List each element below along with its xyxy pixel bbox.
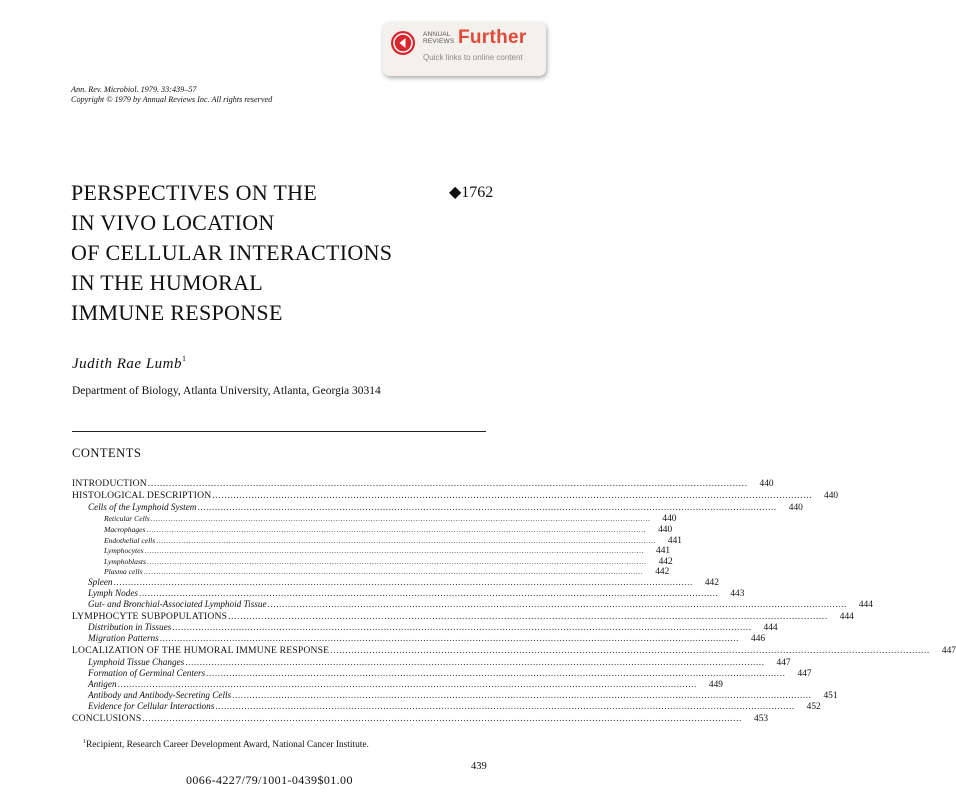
- toc-entry[interactable]: [72, 567, 670, 577]
- toc-entry-label: LYMPHOCYTE SUBPOPULATIONS: [72, 611, 228, 622]
- author-name-text: Judith Rae Lumb: [72, 356, 182, 372]
- toc-entry[interactable]: [72, 546, 671, 556]
- toc-entry[interactable]: [72, 713, 769, 724]
- toc-dot-leader: ........................................................................................................................................................................................................: [330, 645, 930, 656]
- toc-entry-label: Lymph Nodes: [88, 588, 139, 598]
- toc-entry-label: INTRODUCTION: [72, 478, 147, 489]
- toc-dot-leader: ........................................................................................................................................................................................................: [232, 690, 812, 700]
- toc-entry[interactable]: [72, 611, 854, 622]
- toc-entry-page: 451: [823, 691, 838, 701]
- toc-entry-page: 440: [658, 525, 673, 535]
- badge-publisher-name: [423, 31, 454, 45]
- toc-entry-page: 444: [763, 623, 778, 633]
- toc-entry-page: 449: [708, 680, 723, 690]
- toc-dot-leader: ........................................................................................................................................................................................................: [150, 514, 651, 523]
- toc-entry-page: 447: [797, 669, 812, 679]
- toc-entry-label: Spleen: [88, 577, 113, 587]
- toc-entry-label: Cells of the Lymphoid System: [88, 502, 197, 512]
- toc-dot-leader: ........................................................................................................................................................................................................: [228, 611, 828, 622]
- toc-entry-label: LOCALIZATION OF THE HUMORAL IMMUNE RESPONSE: [72, 645, 330, 656]
- toc-entry[interactable]: [72, 490, 839, 501]
- page-number: 439: [471, 761, 487, 772]
- toc-entry-page: 452: [806, 702, 821, 712]
- toc-dot-leader: ........................................................................................................................................................................................................: [212, 490, 813, 501]
- toc-entry-page: 440: [824, 491, 839, 501]
- toc-entry-label: Macrophages: [104, 525, 146, 534]
- title-line: PERSPECTIVES ON THE: [71, 180, 318, 205]
- toc-entry-label: Gut- and Bronchial-Associated Lymphoid Tissue: [88, 599, 267, 609]
- toc-entry[interactable]: [72, 514, 677, 524]
- badge-reviews-text: REVIEWS: [423, 38, 455, 45]
- toc-dot-leader: ........................................................................................................................................................................................................: [139, 588, 719, 598]
- author-affiliation: Department of Biology, Atlanta University, Atlanta, Georgia 30314: [72, 385, 381, 397]
- toc-entry-label: Lymphocytes: [104, 546, 144, 555]
- toc-entry-label: HISTOLOGICAL DESCRIPTION: [72, 490, 212, 501]
- toc-entry[interactable]: [72, 599, 873, 610]
- toc-entry-page: 441: [667, 536, 682, 546]
- toc-entry[interactable]: [72, 557, 673, 567]
- toc-entry[interactable]: [72, 588, 745, 599]
- toc-dot-leader: ........................................................................................................................................................................................................: [215, 701, 795, 711]
- badge-annual-text: ANNUAL: [423, 31, 451, 38]
- toc-entry-page: 446: [751, 634, 766, 644]
- toc-dot-leader: ........................................................................................................................................................................................................: [267, 599, 847, 609]
- footnote-mark: 1: [83, 739, 86, 745]
- toc-dot-leader: ........................................................................................................................................................................................................: [197, 502, 777, 512]
- toc-entry[interactable]: [72, 622, 778, 633]
- toc-entry[interactable]: [72, 645, 956, 656]
- toc-entry-label: Formation of Germinal Centers: [88, 668, 206, 678]
- section-divider: [72, 431, 486, 432]
- toc-entry[interactable]: [72, 657, 791, 668]
- toc-entry-label: Plasma cells: [104, 567, 143, 576]
- toc-dot-leader: ........................................................................................................................................................................................................: [159, 633, 740, 643]
- toc-dot-leader: ........................................................................................................................................................................................................: [117, 679, 697, 689]
- toc-entry-label: Reticular Cells: [104, 514, 150, 523]
- toc-dot-leader: ........................................................................................................................................................................................................: [172, 622, 752, 632]
- toc-dot-leader: ........................................................................................................................................................................................................: [142, 713, 743, 724]
- footnote: [83, 739, 369, 750]
- toc-entry-label: Lymphoblasts: [104, 557, 146, 566]
- toc-dot-leader: ........................................................................................................................................................................................................: [146, 525, 647, 534]
- reference-number: ◆1762: [449, 184, 494, 201]
- toc-entry-page: 442: [658, 557, 673, 567]
- toc-entry[interactable]: [72, 690, 838, 701]
- toc-entry-page: 440: [662, 514, 677, 524]
- toc-entry-label: Antibody and Antibody-Secreting Cells: [88, 690, 232, 700]
- toc-entry[interactable]: [72, 525, 673, 535]
- toc-dot-leader: ........................................................................................................................................................................................................: [143, 567, 644, 576]
- toc-entry[interactable]: [72, 701, 821, 712]
- back-arrow-icon: [391, 31, 415, 55]
- toc-dot-leader: ........................................................................................................................................................................................................: [147, 478, 748, 489]
- toc-entry-page: 440: [759, 479, 774, 489]
- toc-entry[interactable]: [72, 633, 766, 644]
- toc-dot-leader: ........................................................................................................................................................................................................: [113, 577, 693, 587]
- toc-entry-page: 444: [858, 600, 873, 610]
- toc-dot-leader: ........................................................................................................................................................................................................: [144, 546, 645, 555]
- toc-entry-page: 444: [839, 612, 854, 622]
- toc-dot-leader: ........................................................................................................................................................................................................: [156, 536, 656, 545]
- toc-entry-page: 440: [788, 503, 803, 513]
- toc-dot-leader: ........................................................................................................................................................................................................: [146, 557, 647, 566]
- toc-entry-page: 447: [776, 658, 791, 668]
- annual-reviews-further-badge[interactable]: [383, 22, 546, 76]
- title-line: IN THE HUMORAL: [71, 270, 264, 295]
- copyright-line: Copyright © 1979 by Annual Reviews Inc. All rights reserved: [71, 95, 273, 104]
- issn-code: 0066-4227/79/1001-0439$01.00: [186, 773, 353, 787]
- title-line: IMMUNE RESPONSE: [71, 300, 283, 325]
- journal-citation: [71, 85, 272, 105]
- footnote-text: Recipient, Research Career Development Award, National Cancer Institute.: [86, 740, 369, 750]
- toc-entry-label: Migration Patterns: [88, 633, 159, 643]
- toc-entry[interactable]: [72, 679, 723, 690]
- badge-further-text: Further: [458, 27, 527, 48]
- toc-entry[interactable]: [72, 502, 803, 513]
- toc-entry-label: Distribution in Tissues: [88, 622, 172, 632]
- toc-entry[interactable]: [72, 668, 812, 679]
- title-line: IN VIVO LOCATION: [71, 210, 275, 235]
- toc-entry-page: 442: [704, 578, 719, 588]
- author-name: [72, 354, 187, 373]
- toc-entry-label: Endothelial cells: [104, 536, 156, 545]
- title-line: OF CELLULAR INTERACTIONS: [71, 240, 393, 265]
- badge-tagline: Quick links to online content: [423, 53, 523, 62]
- citation-line: Ann. Rev. Microbiol. 1979. 33:439–57: [71, 85, 197, 94]
- contents-heading: CONTENTS: [72, 446, 142, 460]
- toc-entry[interactable]: [72, 577, 719, 588]
- toc-entry-label: Antigen: [88, 679, 117, 689]
- toc-entry-page: 443: [730, 589, 745, 599]
- toc-entry-label: Evidence for Cellular Interactions: [88, 701, 215, 711]
- toc-entry[interactable]: [72, 478, 774, 489]
- toc-entry[interactable]: [72, 536, 682, 546]
- toc-entry-label: Lymphoid Tissue Changes: [88, 657, 185, 667]
- article-title: [71, 178, 392, 328]
- toc-entry-label: CONCLUSIONS: [72, 713, 142, 724]
- toc-entry-page: 441: [656, 546, 671, 556]
- toc-dot-leader: ........................................................................................................................................................................................................: [206, 668, 786, 678]
- toc-entry-page: 442: [655, 567, 670, 577]
- author-footnote-mark: 1: [182, 354, 187, 363]
- toc-dot-leader: ........................................................................................................................................................................................................: [185, 657, 765, 667]
- toc-entry-page: 447: [941, 646, 956, 656]
- toc-entry-page: 453: [754, 714, 769, 724]
